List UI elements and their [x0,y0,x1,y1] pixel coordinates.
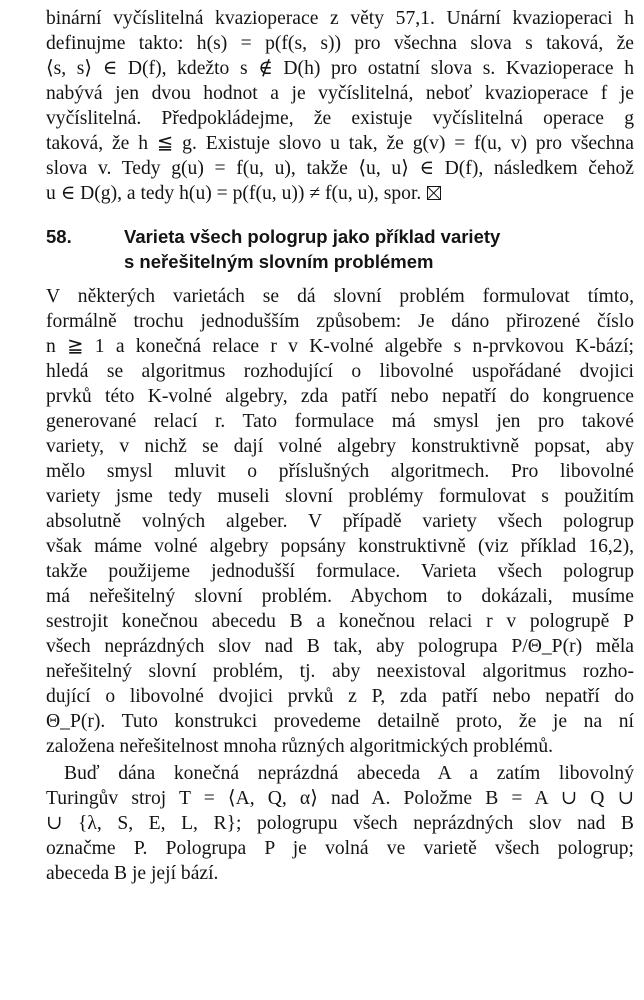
text-line: všech neprázdných slov nad B tak, aby pologrupa P/Θ_P(r) měla [46,636,634,657]
text-line: slova v. Tedy g(u) = f(u, u), takže ⟨u, u⟩ ∈ D(f), následkem čehož [46,158,634,179]
text-line: však máme volné algebry popsány konstruktivně (viz příklad 16,2), [46,536,634,557]
paragraph-proof-end [46,6,634,206]
text-line: variety, v nichž se dají volné algebry konstruktivně popsat, aby [46,436,634,457]
text-line: definujme takto: h(s) = p(f(s, s)) pro všechna slova s taková, že [46,33,634,54]
section-title-line: s neřešitelným slovním problémem [124,251,434,272]
text-line: sestrojit konečnou abecedu B a konečnou relaci r v pologrupě P [46,611,634,632]
text-line: neřešitelný slovní problém, tj. aby neexistoval algoritmus rozho- [46,661,634,682]
section-title-line: Varieta všech pologrup jako příklad variety [124,226,501,247]
text-line: V některých varietách se dá slovní problém formulovat tímto, [46,286,634,307]
paragraph-turing [46,761,634,886]
text-line: taková, že h ≦ g. Existuje slovo u tak, že g(v) = f(u, v) pro všechna [46,133,634,154]
text-line: má neřešitelný slovní problém. Abychom to dokázali, musíme [46,586,634,607]
text-line: Buď dána konečná neprázdná abeceda A a zatím libovolný [64,763,634,784]
text-line: označme P. Pologrupa P je volná ve varietě všech pologrup; [46,838,634,859]
text-line: nabývá jen dvou hodnot a je vyčíslitelná, neboť kvazioperace f je [46,83,634,104]
text-line: ⟨s, s⟩ ∈ D(f), kdežto s ∉ D(h) pro ostatní slova s. Kvazioperace h [46,58,634,79]
text-line: formálně trochu jednodušším způsobem: Je dáno přirozené číslo [46,311,634,332]
section-heading [46,224,634,274]
text-line: dující o libovolné dvojici prvků z P, zda patří nebo nepatří do [46,686,634,707]
text-line: takže použijeme jednodušší formulace. Varieta všech pologrup [46,561,634,582]
section-number: 58. [46,226,72,247]
text-line: hledá se algoritmus rozhodující o libovolné uspořádané dvojici [46,361,634,382]
text-line: Turingův stroj T = ⟨A, Q, α⟩ nad A. Položme B = A ∪ Q ∪ [46,788,634,809]
text-line: n ≧ 1 a konečná relace r v K-volné algebře s n-prvkovou K-bází; [46,336,634,357]
text-line: mělo smysl mluvit o příslušných algoritmech. Pro libovolné [46,461,634,482]
book-page [46,6,634,886]
text-line: Θ_P(r). Tuto konstrukci provedeme detailně proto, že je na ní [46,711,634,732]
end-of-proof-icon [427,186,441,200]
text-line: abeceda B je její bází. [46,863,219,884]
text-line: ∪ {λ, S, E, L, R}; pologrupu všech neprázdných slov nad B [46,813,634,834]
text-line: generované relací r. Tato formulace má smysl jen pro takové [46,411,634,432]
text-line-last [46,181,634,206]
text-line: absolutně volných algeber. V případě variety všech pologrup [46,511,634,532]
text-line: vyčíslitelná. Předpokládejme, že existuje vyčíslitelná operace g [46,108,634,129]
text-line: založena neřešitelnost mnoha různých algoritmických problémů. [46,736,554,757]
text-line: prvků této K-volné algebry, zda patří nebo nepatří do kongruence [46,386,634,407]
paragraph-intro [46,284,634,759]
text-line: binární vyčíslitelná kvazioperace z věty 57,1. Unární kvazioperaci h [46,8,634,29]
section-title [124,224,500,274]
text-line: u ∈ D(g), a tedy h(u) = p(f(u, u)) ≠ f(u, u), spor. [46,183,422,204]
text-line: variety jsme tedy museli slovní problémy formulovat s použitím [46,486,634,507]
